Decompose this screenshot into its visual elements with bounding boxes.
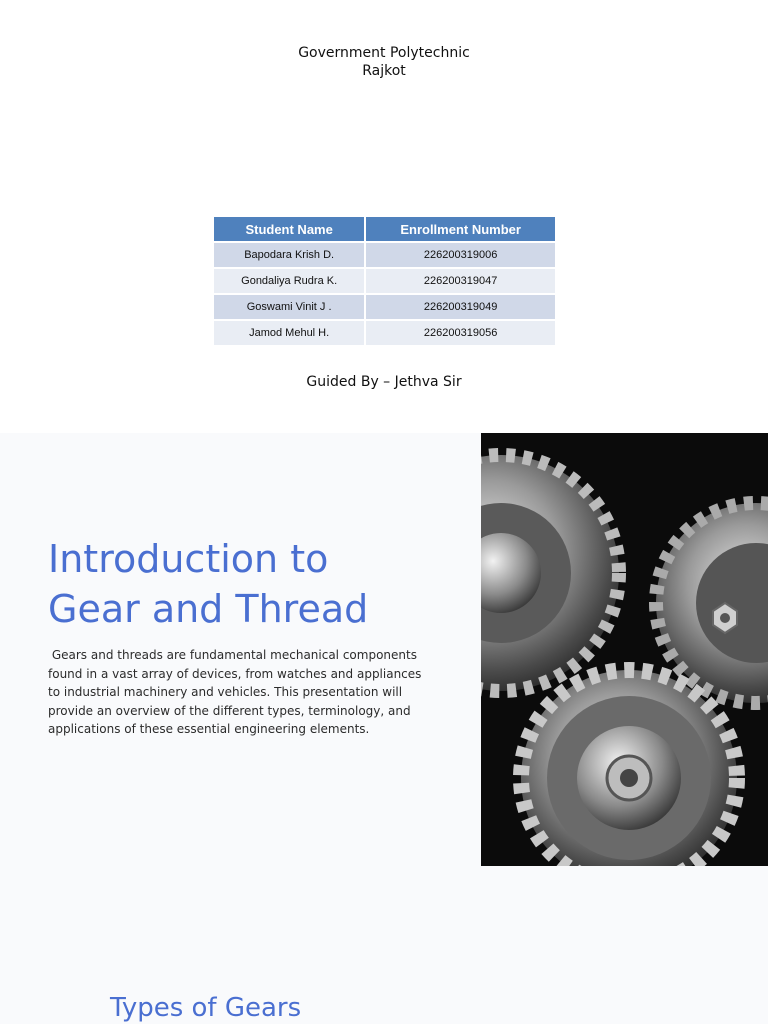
student-name-cell: Gondaliya Rudra K. <box>214 268 365 294</box>
intro-title-line-1: Introduction to <box>48 537 329 581</box>
gears-illustration <box>481 433 768 866</box>
table-header-row <box>214 217 555 242</box>
student-name-cell: Goswami Vinit J . <box>214 294 365 320</box>
student-name-cell: Jamod Mehul H. <box>214 320 365 345</box>
types-of-gears-title: Types of Gears <box>110 993 302 1023</box>
intro-title <box>48 534 468 634</box>
institute-name <box>0 44 768 80</box>
header-student-name: Student Name <box>214 217 365 242</box>
table-row <box>214 268 555 294</box>
student-table <box>214 217 555 345</box>
table-row <box>214 294 555 320</box>
table-row <box>214 242 555 268</box>
enrollment-cell: 226200319056 <box>365 320 555 345</box>
enrollment-cell: 226200319006 <box>365 242 555 268</box>
intro-body: Gears and threads are fundamental mechanical components found in a vast array of devices, from watches and appliances to industrial machinery and vehicles. This presentation will provide an overview of the different types, terminology, and applications of these essential engineering elements. <box>48 648 426 736</box>
guided-by: Guided By – Jethva Sir <box>306 374 462 390</box>
cover-slide <box>0 0 768 433</box>
institute-line-2: Rajkot <box>362 63 406 79</box>
student-name-cell: Bapodara Krish D. <box>214 242 365 268</box>
institute-line-1: Government Polytechnic <box>298 45 470 61</box>
intro-slide <box>0 433 768 1024</box>
enrollment-cell: 226200319047 <box>365 268 555 294</box>
enrollment-cell: 226200319049 <box>365 294 555 320</box>
header-enrollment-number: Enrollment Number <box>365 217 555 242</box>
gears-photo <box>481 433 768 866</box>
intro-title-line-2: Gear and Thread <box>48 587 369 631</box>
table-row <box>214 320 555 345</box>
